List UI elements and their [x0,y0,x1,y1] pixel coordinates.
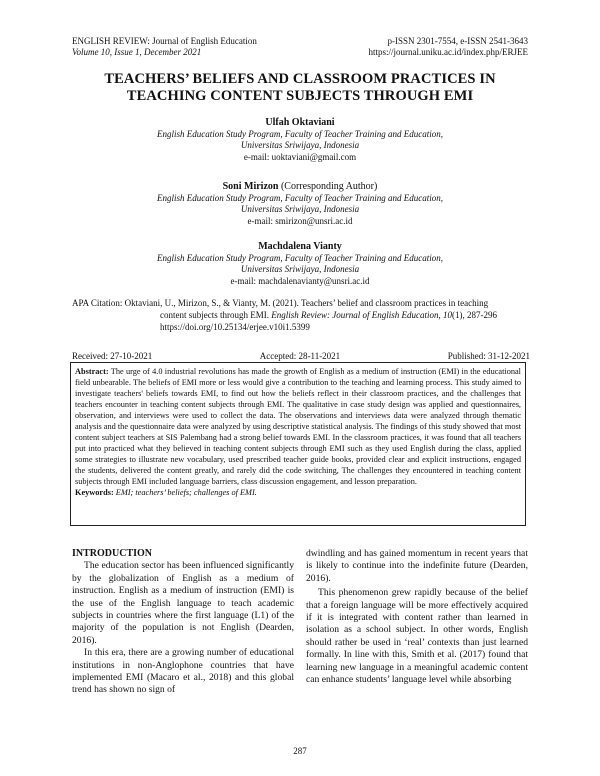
author-email[interactable]: e-mail: smirizon@unsri.ac.id [247,215,353,226]
author-affiliation: English Education Study Program, Faculty of Teacher Training and Education, [156,192,444,203]
citation-line-1: APA Citation: Oktaviani, U., Mirizon, S., & Vianty, M. (2021). Teachers’ belief and classroom practices in teaching [72,298,489,308]
page-number: 287 [293,746,307,756]
apa-citation [72,297,534,333]
author-affiliation: English Education Study Program, Faculty of Teacher Training and Education, [156,128,444,139]
body-column-right [306,548,528,686]
author-university: Universitas Sriwijaya, Indonesia [240,140,360,150]
body-column-left [72,548,294,697]
received-date: Received: 27-10-2021 [72,351,153,361]
author-block-2 [72,181,528,227]
abstract-label: Abstract: [75,367,109,376]
author-role: (Corresponding Author) [278,181,378,192]
citation-line-2 [72,309,534,321]
published-date: Published: 31-12-2021 [447,351,530,361]
paragraph: In this era, there are a growing number of educational institutions in non-Anglophone countries that have implemented EMI (Macaro et al., 2018) and this global trend has shown no sign of [72,647,294,696]
citation-issue: (1), 287-296 [451,310,497,320]
keywords-label: Keywords: [75,488,114,497]
accepted-date: Accepted: 28-11-2021 [259,351,341,361]
journal-name: ENGLISH REVIEW: Journal of English Education [72,36,257,46]
paragraph: dwindling and has gained momentum in recent years that is likely to continue into the indefinite future (Dearden, 2016). [306,548,528,584]
journal-url[interactable]: https://journal.uniku.ac.id/index.php/ERJEE [368,47,528,57]
citation-text: content subjects through EMI. [160,310,272,320]
paragraph: The education sector has been influenced significantly by the globalization of English as a medium of instruction. English as a medium of instruction (EMI) is the use of the English language to teach academic subjects in countries where the first language (L1) of the majority of the population is not English (Dearden, 2016). [72,560,294,646]
article-dates [72,351,530,361]
abstract-text: The urge of 4.0 industrial revolutions has made the growth of English as a medium of instruction (EMI) in the educational field unbearable. The beliefs of EMI more or less would give a contribution to the teaching and learning process. This study aimed to investigate teachers' beliefs towards EMI, to find out how the beliefs reflect in their classroom practices, and the challenges that teachers encounter in teaching content subjects through EMI. The qualitative in case study design was applied and questionnaires, observation, and interviews were used to collect the data. The observations and interviews data were analyzed through thematic analysis and the questionnaire data were analyzed by using descriptive statistical analysis. The findings of this study showed that most content subject teachers at SIS Palembang had a strong belief towards EMI. In the classroom practices, it was found that all teachers put into practiced what they believed in teaching content subjects through EMI such as they used English during the class, applied some strategies to illustrate new vocabulary, used prescribed teacher guide books, provided clear and explicit instructions, engaged the students, delivered the content greatly, and rarely did the code switching, The challenges they encountered in teaching content subjects through EMI included language barriers, class discussion engagement, and lesson preparation. [75,367,521,486]
journal-issn: p-ISSN 2301-7554, e-ISSN 2541-3643 [387,36,528,46]
paragraph: This phenomenon grew rapidly because of the belief that a foreign language will be more effectively acquired if it is integrated with content rather than learned in isolation as a school subject. In other words, English should rather be used in ‘real’ contexts than just learned formally. In line with this, Smith et al. (2017) found that learning new language in a meaningful academic content can enhance students’ language level while absorbing [306,587,528,686]
author-name: Ulfah Oktaviani [265,117,335,128]
author-name: Soni Mirizon [222,181,279,192]
author-name: Machdalena Vianty [258,241,342,252]
author-university: Universitas Sriwijaya, Indonesia [240,204,360,214]
paper-title [72,71,528,105]
author-email[interactable]: e-mail: uoktaviani@gmail.com [243,151,357,162]
abstract-box [70,362,526,526]
journal-header-right [268,36,528,58]
citation-doi[interactable]: https://doi.org/10.25134/erjee.v10i1.5399 [160,322,310,332]
section-heading: INTRODUCTION [72,548,153,559]
citation-journal: English Review: Journal of English Education, 10 [271,310,452,320]
author-block-1 [72,117,528,163]
title-line-1: TEACHERS’ BELIEFS AND CLASSROOM PRACTICES IN [104,71,496,87]
author-email[interactable]: e-mail: machdalenavianty@unsri.ac.id [230,275,370,286]
author-block-3 [72,241,528,287]
journal-volume: Volume 10, Issue 1, December 2021 [72,47,202,57]
author-affiliation: English Education Study Program, Faculty of Teacher Training and Education, [156,252,444,263]
title-line-2: TEACHING CONTENT SUBJECTS THROUGH EMI [126,88,474,104]
keywords-text: EMI; teachers’ beliefs; challenges of EMI. [113,488,257,497]
author-university: Universitas Sriwijaya, Indonesia [240,264,360,274]
